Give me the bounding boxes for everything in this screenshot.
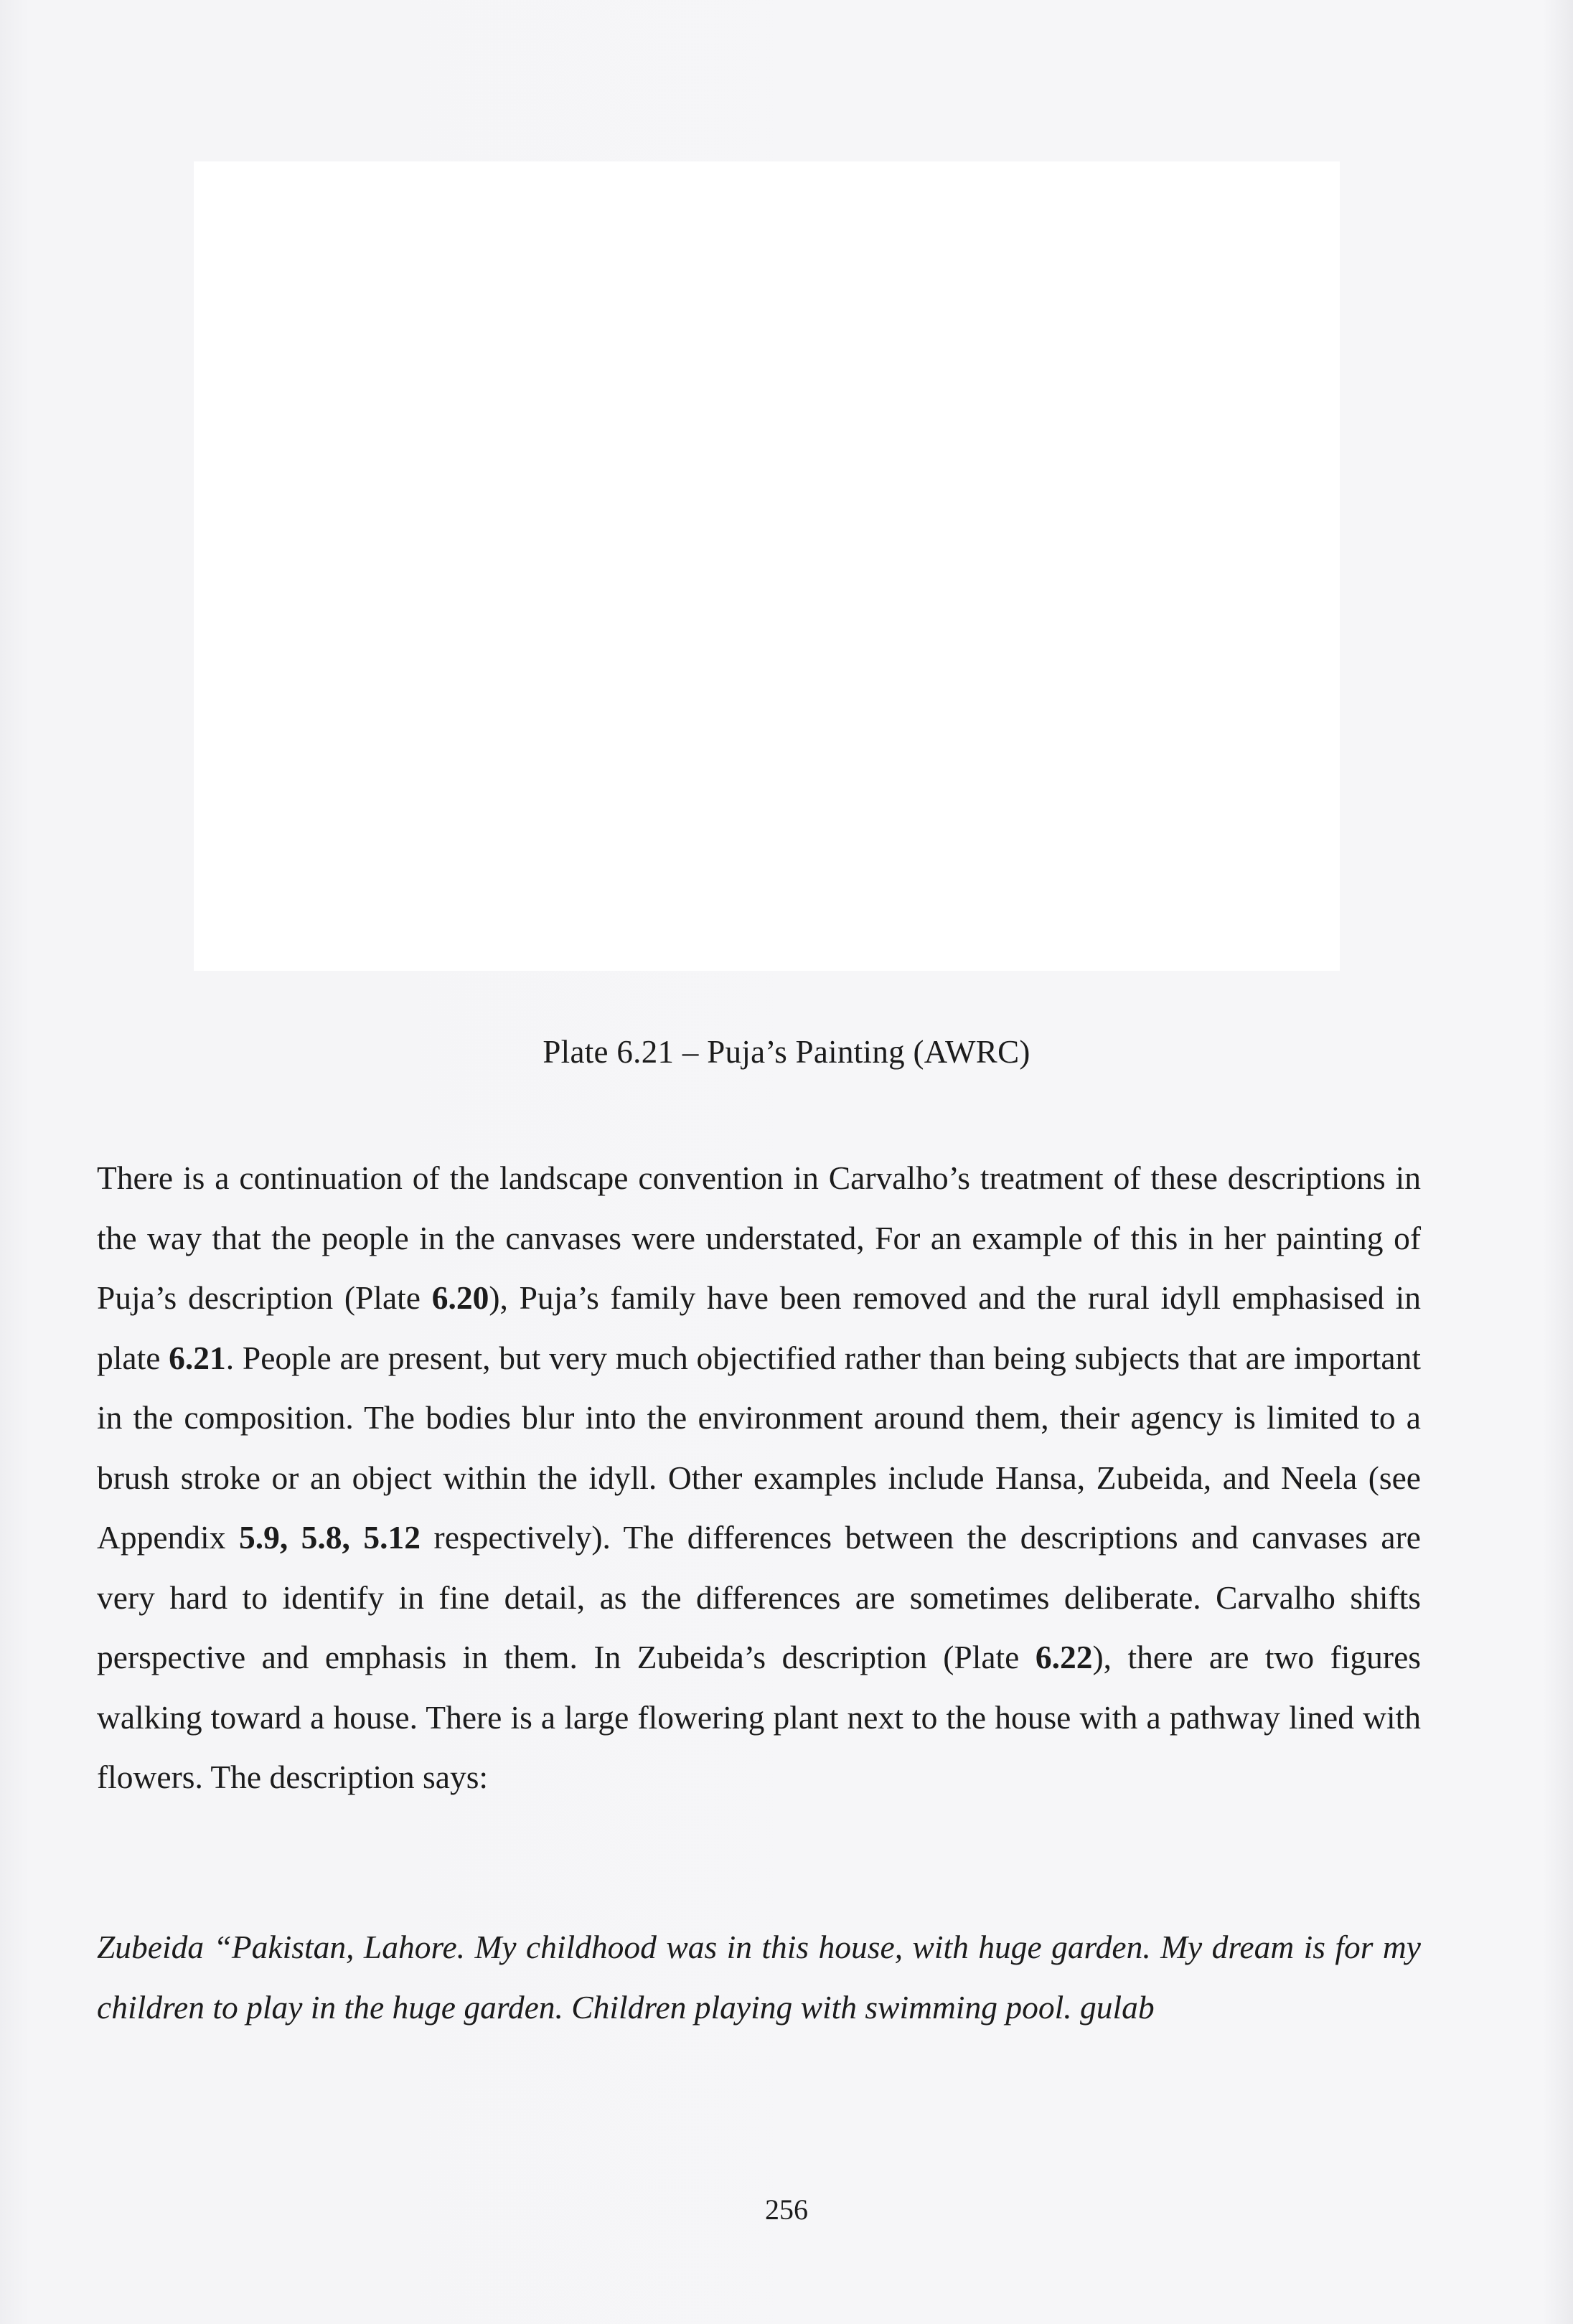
plate-reference-6-20: 6.20 (431, 1279, 489, 1316)
appendix-reference: 5.9, 5.8, 5.12 (238, 1519, 421, 1556)
paragraph-text-3: . People are present, but very much objectified rather than being subjects that are important in the composition. The bodies blur into the environment around them, their agency is limited to a brush stroke or an object within the idyll. Other examples include Hansa, Zubeida, and Neela (see Appendix (97, 1339, 1421, 1556)
page-number: 256 (765, 2193, 808, 2226)
quoted-description: Zubeida “Pakistan, Lahore. My childhood was in this house, with huge garden. My dream is for my children to play in the huge garden. Children playing with swimming pool. gulab (97, 1929, 1421, 2026)
plate-reference-6-22: 6.22 (1035, 1639, 1093, 1675)
plate-reference-6-21: 6.21 (169, 1339, 226, 1376)
paragraph-text-1: There is a continuation of the landscape convention in Carvalho’s treatment of these descriptions in the way that the people in the canvases were understated, For an example of this in her painting of Puja’s description (Plate (97, 1159, 1421, 1316)
paragraph-text-2: ), Puja’s family have been removed and the rural idyll emphasised in plate (97, 1279, 1421, 1376)
plate-image-placeholder (194, 161, 1340, 971)
plate-caption: Plate 6.21 – Puja’s Painting (AWRC) (543, 1034, 1030, 1070)
paragraph-text-5: ), there are two figures walking toward a house. There is a large flowering plant next to the house with a pathway lined with flowers. The description says: (97, 1639, 1421, 1795)
body-paragraph (97, 1148, 1421, 1807)
paragraph-text-4: respectively). The differences between the descriptions and canvases are very hard to identify in fine detail, as the differences are sometimes deliberate. Carvalho shifts perspective and emphasis in them. In Zubeida’s description (Plate (97, 1519, 1421, 1675)
